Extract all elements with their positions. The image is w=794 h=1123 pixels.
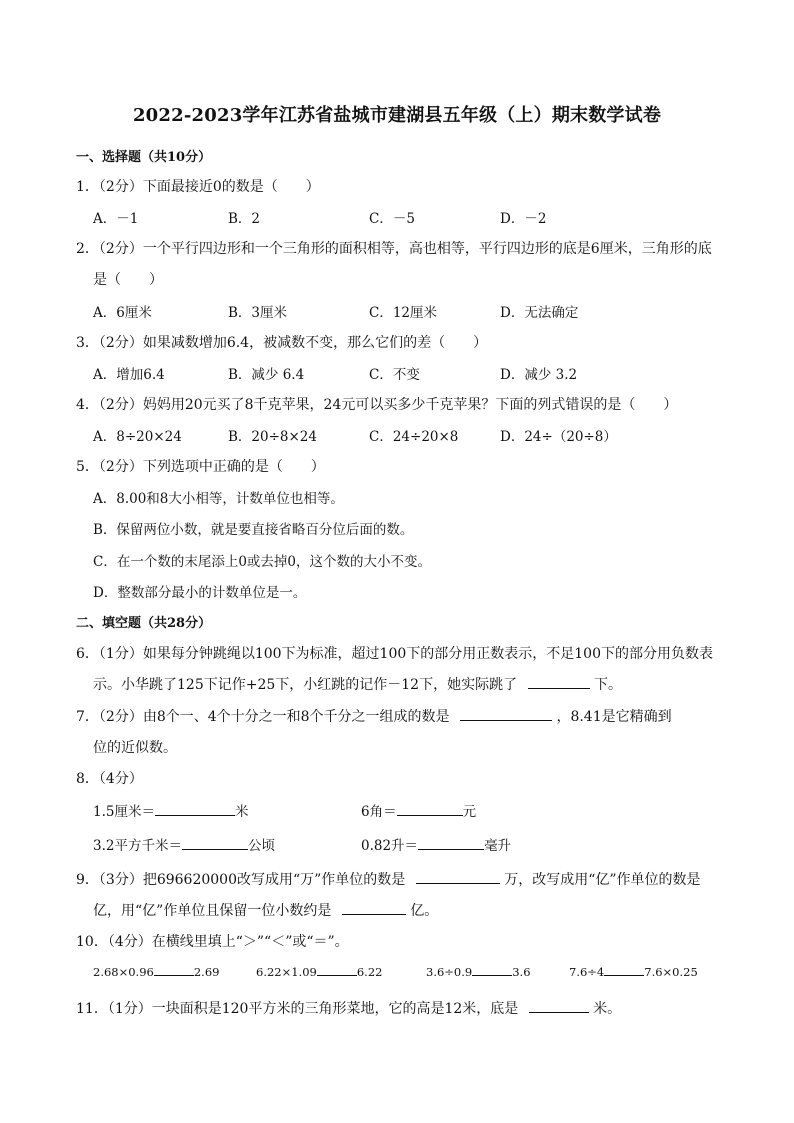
q10-item-3-left: 3.6÷0.9 (426, 965, 473, 979)
q5-option-b: B．保留两位小数，就是要直接省略百分位后面的数。 (93, 522, 414, 538)
q10-item-4-blank[interactable] (604, 965, 644, 976)
q11-answer-blank[interactable] (529, 999, 589, 1013)
q8-item-2-unit: 元 (462, 804, 477, 820)
q10-item-2-blank[interactable] (317, 965, 357, 976)
q4-option-b: B．20÷8×24 (228, 429, 317, 445)
section-heading-fill: 二、填空题（共28分） (76, 616, 212, 631)
question-11 (76, 998, 621, 1018)
exam-title: 2022-2023学年江苏省盐城市建湖县五年级（上）期末数学试卷 (132, 105, 662, 126)
q6-text-after: 下。 (594, 677, 622, 693)
question-3: 3．（2分）如果减数增加6.4，被减数不变，那么它们的差（ ） (76, 335, 488, 351)
question-7-line-1 (76, 706, 672, 726)
q5-option-d: D．整数部分最小的计数单位是一。 (93, 585, 307, 601)
q8-item-2-prompt: 6角＝ (361, 804, 397, 820)
question-8: 8．（4分） (76, 771, 143, 787)
q6-text-before: 示。小华跳了125下记作+25下，小红跳的记作－12下，她实际跳了 (93, 677, 518, 693)
q8-item-3-prompt: 3.2平方千米＝ (93, 838, 182, 854)
q5-option-c: C．在一个数的末尾添上0或去掉0，这个数的大小不变。 (93, 554, 432, 570)
q3-option-b: B．减少 6.4 (228, 367, 305, 383)
q7-answer-blank[interactable] (460, 707, 552, 721)
q10-item-4-left: 7.6÷4 (569, 965, 605, 979)
q4-option-c: C．24÷20×8 (369, 429, 459, 445)
q10-item-2 (256, 965, 382, 979)
question-5: 5．（2分）下列选项中正确的是（ ） (76, 459, 325, 475)
q10-item-3-right: 3.6 (512, 965, 531, 979)
q8-item-3-unit: 公顷 (247, 838, 275, 854)
q8-item-3-blank[interactable] (182, 836, 248, 850)
q8-item-1-prompt: 1.5厘米＝ (93, 804, 155, 820)
q5-option-a: A．8.00和8大小相等，计数单位也相等。 (93, 491, 344, 507)
q4-option-a: A．8÷20×24 (93, 429, 182, 445)
q1-option-c: C．－5 (369, 211, 415, 227)
q2-option-a: A．6厘米 (93, 305, 152, 321)
question-6-line-2 (93, 674, 622, 694)
q10-item-3 (426, 965, 531, 979)
question-10: 10．（4分）在横线里填上“＞”“＜”或“＝”。 (76, 934, 349, 950)
q9-blank-1[interactable] (416, 870, 500, 884)
q10-item-3-blank[interactable] (472, 965, 512, 976)
q10-item-1-blank[interactable] (154, 965, 194, 976)
q2-option-c: C．12厘米 (369, 305, 438, 321)
q1-option-b: B．2 (228, 211, 261, 227)
q7-text-after: ，8.41是它精确到 (556, 709, 672, 725)
q7-text-before: 7．（2分）由8个一、4个十分之一和8个千分之一组成的数是 (76, 709, 450, 725)
q3-option-a: A．增加6.4 (93, 367, 165, 383)
q9-text-a: 9．（3分）把696620000改写成用“万”作单位的数是 (76, 872, 406, 888)
q10-item-1-left: 2.68×0.96 (93, 965, 154, 979)
section-heading-choice: 一、选择题（共10分） (76, 150, 212, 165)
q9-blank-2[interactable] (342, 901, 406, 915)
q1-option-a: A．－1 (93, 211, 139, 227)
q8-item-1-blank[interactable] (155, 802, 235, 816)
q8-item-4-prompt: 0.82升＝ (361, 838, 419, 854)
q3-option-c: C．不变 (369, 367, 420, 383)
question-2-line-1: 2．（2分）一个平行四边形和一个三角形的面积相等，高也相等，平行四边形的底是6厘米，三角形的底 (76, 241, 712, 257)
q11-text-before: 11．（1分）一块面积是120平方米的三角形菜地，它的高是12米，底是 (76, 1001, 519, 1017)
q8-item-4-blank[interactable] (418, 836, 484, 850)
q8-item-2-blank[interactable] (397, 802, 463, 816)
q10-item-4-right: 7.6×0.25 (644, 965, 698, 979)
q10-item-2-left: 6.22×1.09 (256, 965, 317, 979)
q8-item-4-unit: 毫升 (484, 838, 512, 854)
question-6-line-1: 6．（1分）如果每分钟跳绳以100下为标准，超过100下的部分用正数表示，不足100下的部分用负数表 (76, 646, 713, 662)
q2-option-b: B．3厘米 (228, 305, 288, 321)
question-4: 4．（2分）妈妈用20元买了8千克苹果，24元可以买多少千克苹果？下面的列式错误的是（ ） (76, 397, 678, 413)
q8-item-3 (93, 834, 275, 854)
question-9-line-1 (76, 869, 701, 889)
question-9-line-2 (93, 900, 438, 920)
q10-item-4 (569, 965, 698, 979)
q9-text-b: 万，改写成用“亿”作单位的数是 (504, 872, 701, 888)
q8-item-4 (361, 834, 511, 854)
q10-item-1-right: 2.69 (193, 965, 220, 979)
q2-option-d: D．无法确定 (500, 305, 579, 321)
q8-item-2 (361, 800, 476, 820)
q9-text-c: 亿，用“亿”作单位且保留一位小数约是 (93, 903, 332, 919)
question-2-line-2: 是（ ） (93, 272, 163, 288)
q11-text-after: 米。 (593, 1001, 622, 1017)
q3-option-d: D．减少 3.2 (500, 367, 578, 383)
q9-text-d: 亿。 (410, 903, 439, 919)
q8-item-1-unit: 米 (234, 804, 249, 820)
question-7-line-2: 位的近似数。 (93, 740, 177, 756)
q10-item-1 (93, 965, 219, 979)
q4-option-d: D．24÷（20÷8） (500, 429, 617, 445)
q10-item-2-right: 6.22 (356, 965, 383, 979)
q1-option-d: D．－2 (500, 211, 547, 227)
q6-answer-blank[interactable] (528, 675, 590, 689)
q8-item-1 (93, 800, 248, 820)
question-1: 1．（2分）下面最接近0的数是（ ） (76, 179, 320, 195)
